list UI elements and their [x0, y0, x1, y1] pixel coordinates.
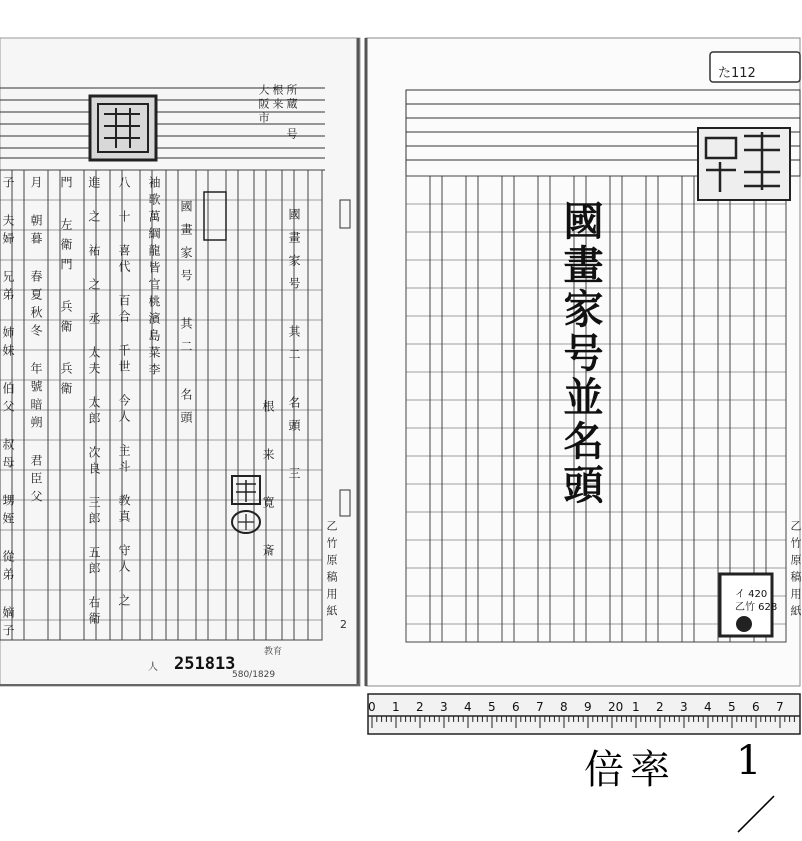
- accession-sub: 580/1829: [232, 670, 276, 680]
- left-header-line-3: 所蔵 号: [285, 84, 298, 142]
- ruler-number: 2: [416, 700, 424, 714]
- left-column-9: 子 夫婦 兄弟 姉妹 伯父 叔母 甥姪 從弟 嫡子: [1, 176, 15, 642]
- ruler-number: 1: [632, 700, 640, 714]
- ruler-number: 5: [488, 700, 496, 714]
- left-side-label: 乙竹原稿用紙: [325, 520, 338, 622]
- document-title: 國畫家号並名頭: [557, 200, 604, 508]
- ruler-number: 1: [392, 700, 400, 714]
- ruler-number: 4: [704, 700, 712, 714]
- ruler-number: 8: [560, 700, 568, 714]
- ruler-number: 0: [368, 700, 376, 714]
- accession-note: 教育: [264, 647, 283, 657]
- collection-seal: [698, 128, 790, 200]
- left-column-8: 月 朝暮 春夏秋冬 年號暗朔 君臣父: [29, 176, 43, 508]
- accession-number: 251813: [174, 654, 236, 674]
- ruler-number: 7: [536, 700, 544, 714]
- magnification-label: 倍率: [584, 747, 676, 793]
- left-column-4: 袖歌萬綱龍皆官桃濱島菜李: [147, 176, 161, 380]
- left-column-6: 進 之 祐 之 丞 太夫 太郎 次良 三郎 五郎 右衛: [87, 176, 101, 628]
- ruler-number: 6: [512, 700, 520, 714]
- ruler-number: 6: [752, 700, 760, 714]
- ruler-number: 20: [608, 700, 624, 714]
- left-column-1: 國畫家号 其二 名頭 三: [287, 208, 301, 490]
- ruler-number: 7: [776, 700, 784, 714]
- library-code-line-1: イ 420: [735, 589, 768, 600]
- left-header-line-2: 根来: [271, 84, 284, 112]
- left-column-2: 根 来 寛 斎: [261, 400, 275, 567]
- ruler-number: 2: [656, 700, 664, 714]
- left-page-number: 2: [340, 618, 347, 631]
- accession-prefix: 人: [148, 662, 158, 673]
- left-column-7: 門 左衛門 兵衛 兵衛: [59, 176, 73, 402]
- ruler-number: 3: [680, 700, 688, 714]
- library-code: [735, 588, 777, 614]
- left-header-line-1: 大阪市: [257, 84, 270, 126]
- right-side-label: 乙竹原稿用紙: [789, 520, 802, 622]
- left-column-3: 國畫家号 其二 名頭: [179, 200, 193, 434]
- catalog-tag: た112: [718, 66, 756, 81]
- magnification-value: 1／: [736, 738, 776, 839]
- ruler-number: 5: [728, 700, 736, 714]
- ruler-number: 3: [440, 700, 448, 714]
- ruler-number: 4: [464, 700, 472, 714]
- library-code-line-2: 乙竹 628: [735, 602, 778, 613]
- library-seal-top: [90, 96, 156, 160]
- left-column-5: 八 十 喜代 百合 千世 今人 主斗 教真 守人 之: [117, 176, 131, 610]
- ruler-number: 9: [584, 700, 592, 714]
